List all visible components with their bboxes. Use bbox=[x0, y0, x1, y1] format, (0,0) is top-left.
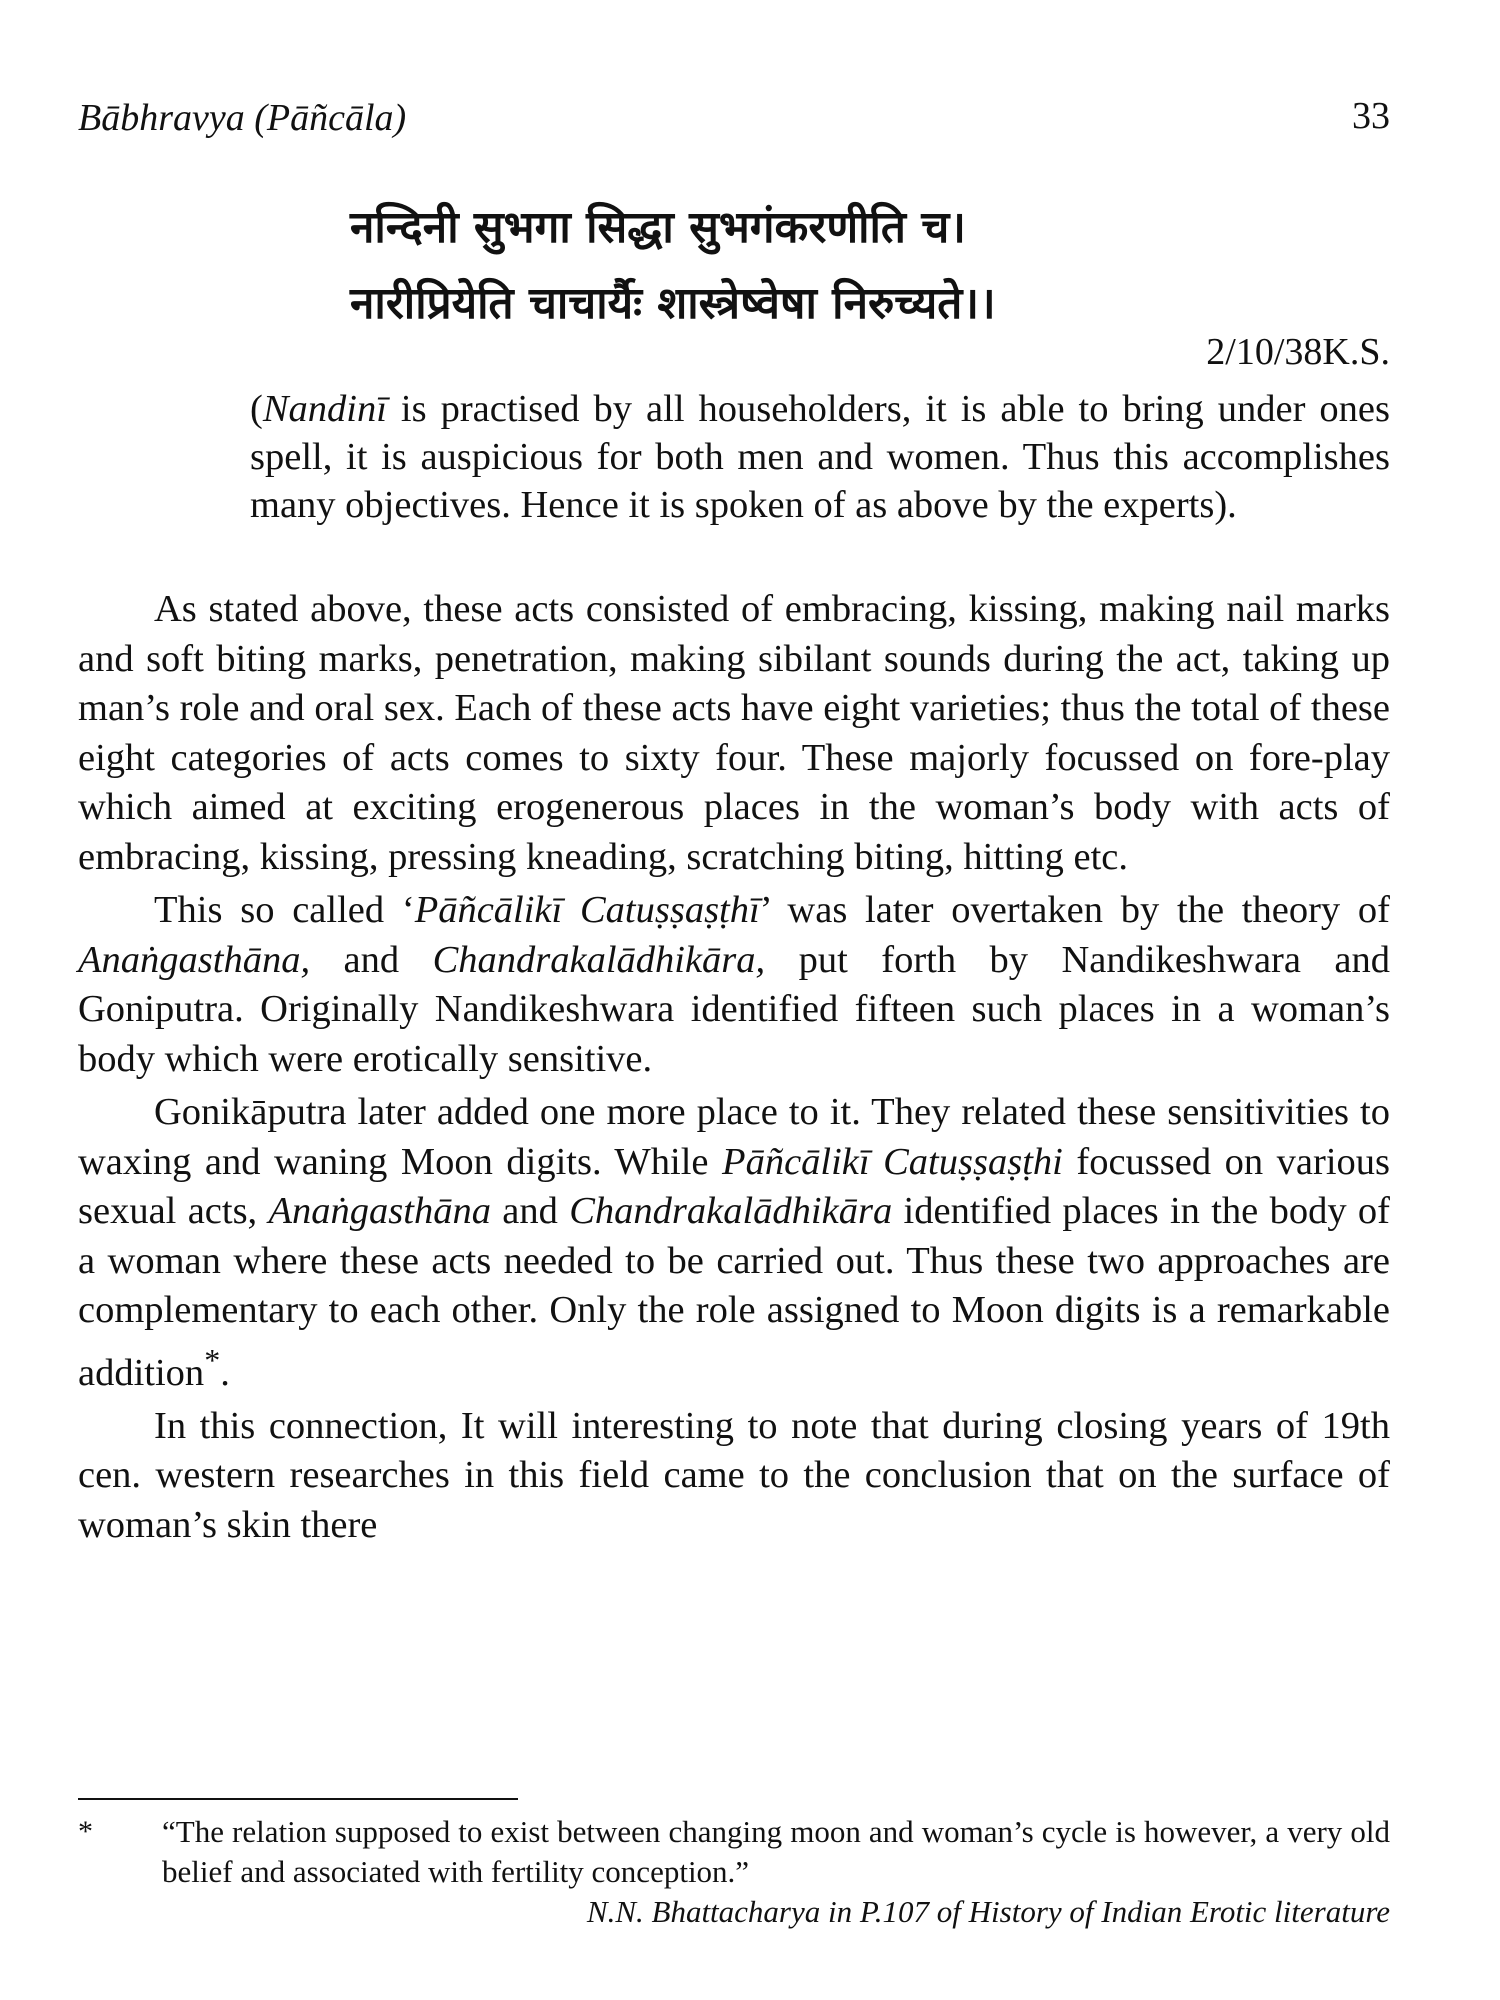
paragraph-1: As stated above, these acts consisted of embracing, kissing, making nail marks and soft biting marks, penetration, making sibilant sounds during the act, taking up man’s role and oral sex. Each of these acts have eight varieties; thus the total of these eight categories of acts comes to sixty four. These majorly focussed on fore-play which aimed at exciting erogenerous places in the woman’s body with acts of embracing, kissing, pressing kneading, scratching biting, hitting etc. bbox=[78, 588, 1390, 878]
p2-italic-1: Pāñcālikī Catuṣṣaṣṭhī bbox=[414, 889, 760, 931]
running-head: Bābhravya (Pāñcāla) bbox=[78, 97, 407, 139]
p3-text-1: Gonikāputra later added one more place to it. They related these sensitivities to waxing and waning Moon digits. While bbox=[78, 1091, 1390, 1183]
footnote-divider bbox=[78, 1798, 518, 1800]
verse-reference: 2/10/38K.S. bbox=[1206, 331, 1390, 373]
verse-line-2: नारीप्रियेति चाचार्यैः शास्त्रेष्वेषा निरुच्यते।। bbox=[350, 278, 996, 329]
p2-text-3: and bbox=[310, 938, 433, 981]
p3-text-5: . bbox=[220, 1351, 230, 1394]
sanskrit-verse bbox=[350, 190, 1250, 342]
p3-text-2: focussed on various sexual acts, bbox=[78, 1140, 1391, 1232]
p2-text-2: ’ was later overtaken by the theory of bbox=[759, 889, 1390, 931]
translation-term: Nandinī bbox=[262, 388, 387, 430]
body-text bbox=[78, 585, 1390, 1550]
footnote-quote: “The relation supposed to exist between changing moon and woman’s cycle is however, a very old belief and associated with fertility conception.” bbox=[162, 1814, 1390, 1889]
p3-italic-2: Anaṅgasthāna bbox=[268, 1190, 491, 1232]
translation-open-paren: ( bbox=[250, 388, 263, 430]
p2-text-4: put forth by Nandikeshwara and Goniputra. Originally Nandikeshwara identified fifteen such places in a woman’s body which were erotically sensitive. bbox=[78, 938, 1390, 1080]
paragraph-2 bbox=[78, 886, 1390, 1084]
p3-text-3: and bbox=[490, 1190, 570, 1232]
p2-italic-2: Anaṅgasthāna, bbox=[78, 938, 311, 981]
footnote-reference-marker: * bbox=[204, 1341, 221, 1378]
verse-line-1: नन्दिनी सुभगा सिद्धा सुभगंकरणीति च। bbox=[350, 202, 966, 253]
p3-italic-1: Pāñcālikī Catuṣṣaṣṭhi bbox=[722, 1140, 1063, 1183]
verse-translation bbox=[250, 385, 1390, 529]
paragraph-3 bbox=[78, 1088, 1390, 1398]
translation-text: is practised by all householders, it is able to bring under ones spell, it is auspicious for both men and women. Thus this accomplishes many objectives. Hence it is spoken of as above by the experts). bbox=[250, 388, 1390, 526]
p2-italic-3: Chandrakalādhikāra, bbox=[432, 938, 766, 981]
p2-text-1: This so called ‘ bbox=[154, 889, 415, 931]
page-number: 33 bbox=[1352, 95, 1390, 137]
footnote-source: N.N. Bhattacharya in P.107 of History of Indian Erotic literature bbox=[586, 1894, 1390, 1929]
p3-italic-3: Chandrakalādhikāra bbox=[569, 1190, 893, 1232]
footnote-marker: * bbox=[78, 1815, 93, 1848]
footnote bbox=[78, 1812, 1390, 1932]
p3-text-4: identified places in the body of a woman where these acts needed to be carried out. Thus these two approaches are complementary to each other. Only the role assigned to Moon digits is a remarkable addition bbox=[78, 1190, 1390, 1394]
paragraph-4: In this connection, It will interesting to note that during closing years of 19th cen. western researches in this field came to the conclusion that on the surface of woman’s skin there bbox=[78, 1404, 1390, 1546]
